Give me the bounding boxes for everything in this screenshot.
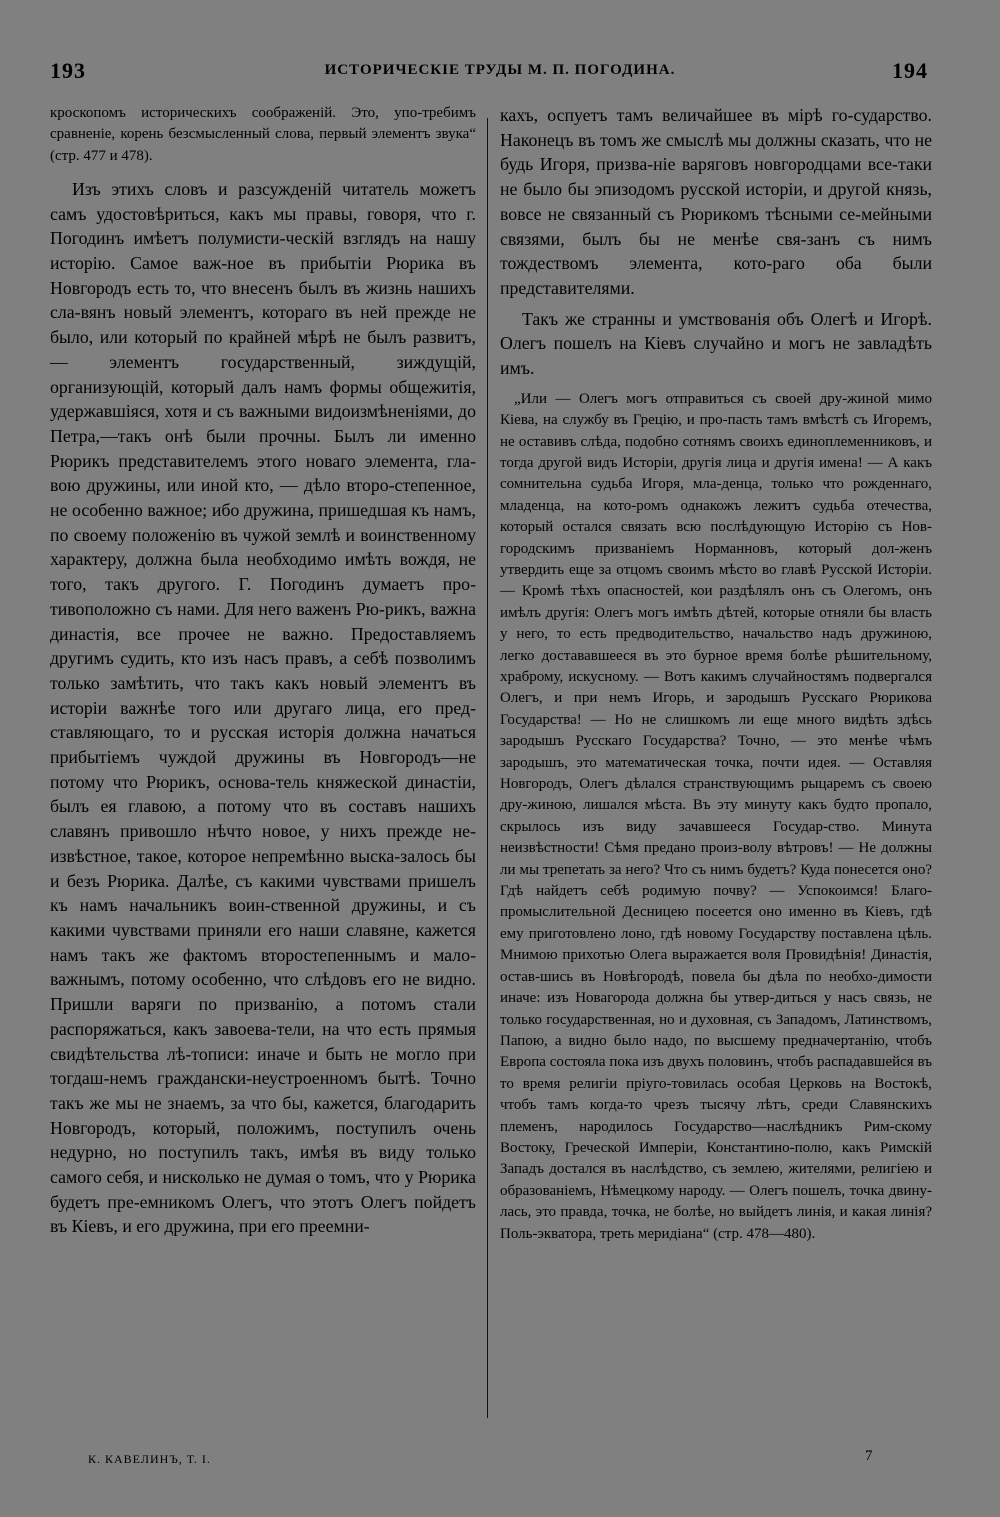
running-title: ИСТОРИЧЕСКІЕ ТРУДЫ М. П. ПОГОДИНА.	[324, 62, 676, 78]
paragraph: кроскопомъ историческихъ соображеній. Это, упо-требимъ сравненіе, корень безсмысленный слова, первый элементъ звука“ (стр. 477 и 478).	[50, 105, 476, 164]
left-column	[50, 103, 476, 1239]
paragraph: Такъ же странны и умствованія объ Олегѣ и Игорѣ. Олегъ пошелъ на Кіевъ случайно и могъ не завладѣть имъ.	[500, 308, 932, 379]
page-number-left: 193	[50, 58, 86, 83]
footer-signature: К. КАВЕЛИНЪ, Т. I.	[88, 1452, 211, 1466]
column-divider	[487, 118, 488, 1418]
signature-number: 7	[865, 1448, 873, 1464]
right-column	[500, 103, 932, 1245]
page-number-right: 194	[892, 58, 928, 83]
paragraph: кахъ, оспуетъ тамъ величайшее въ мірѣ го-сударство. Наконецъ въ томъ же смыслѣ мы должны сказать, что не будь Игоря, призва-ніе варяговъ новгородцами все-таки не было бы эпизодомъ русской исторіи, и другой князь, вовсе не связанный съ Рюрикомъ тѣсными се-мейными связями, былъ бы не менѣе свя-занъ съ нимъ тождествомъ элемента, кото-раго оба были представителями.	[500, 105, 932, 298]
paragraph: Изъ этихъ словъ и разсужденій читатель можетъ самъ удостовѣриться, какъ мы правы, говоря, что г. Погодинъ имѣетъ полумисти-ческій взглядъ на нашу исторію. Самое важ-ное въ прибытіи Рюрика въ Новгородъ есть то, что внесенъ былъ въ жизнь нашихъ сла-вянъ новый элементъ, котораго въ ней прежде не было, или который по крайней мѣрѣ не былъ развитъ, — элементъ государственный, зиждущій, организующій, который далъ намъ формы общежитія, удержавшіяся, хотя и съ важными видоизмѣненіями, до Петра,—такъ онѣ были прочны. Былъ ли именно Рюрикъ представителемъ этого новаго элемента, гла-вою дружины, или иной кто, — дѣло второ-степенное, не особенно важное; ибо дружина, пришедшая къ намъ, по своему положенію въ чужой землѣ и воинственному характеру, должна была необходимо имѣть вождя, не того, такъ другого. Г. Погодинъ думаетъ про-тивоположно съ нами. Для него важенъ Рю-рикъ, важна династія, все прочее не важно. Предоставляемъ другимъ судить, кто изъ насъ правъ, а себѣ позволимъ только замѣтить, что такъ какъ новый элементъ въ исторіи важнѣе того или другаго лица, его пред-ставляющаго, то и русская исторія должна начаться прибытіемъ чуждой дружины въ Новгородъ—не потому что Рюрикъ, основа-тель княжеской династіи, былъ ея главою, а потому что въ составъ нашихъ славянъ привошло нѣчто новое, у нихъ прежде не-извѣстное, такое, которое непремѣнно выска-залось бы и безъ Рюрика. Далѣе, съ какими чувствами пришелъ къ намъ начальникъ воин-ственной дружины, и съ какими чувствами приняли его наши славяне, кажется намъ такъ же фактомъ второстепеннымъ и мало-важнымъ, потому особенно, что слѣдовъ его не видно. Пришли варяги по призванію, а потомъ стали распоряжаться, какъ завоева-тели, на что есть прямыя свидѣтельства лѣ-тописи: иначе и быть не могло при тогдаш-немъ граждански-неустроенномъ бытѣ. Точно такъ же мы не знаемъ, за что бы, кажется, благодарить Новгородъ, который, положимъ, поступилъ очень недурно, но поступилъ такъ, имѣя въ виду только самого себя, и нисколько не думая о томъ, что у Рюрика будетъ пре-емникомъ Олегъ, что этотъ Олегъ пойдетъ въ Кіевъ, и его дружина, при его преемни-	[50, 178, 476, 1237]
block-quote: „Или — Олегъ могъ отправиться съ своей дру-жиной мимо Кіева, на службу въ Грецію, и про-пасть тамъ вмѣстѣ съ Игоремъ, не оставивъ слѣда, подобно сотнямъ своихъ единоплеменниковъ, и тогда другой видъ Исторіи, другія лица и другія имена! — А какъ сомнительна судьба Игоря, мла-денца, только что рожденнаго, младенца, на кото-ромъ однакожъ лежитъ судьба отечества, который остался связать всю послѣдующую Исторію съ Нов-городскимъ призваніемъ Норманновъ, который дол-женъ утвердить еще за отцомъ своимъ мѣсто во главѣ Русской Исторіи. — Кромѣ тѣхъ опасностей, кои раздѣлялъ онъ съ Олегомъ, онъ имѣлъ другія: Олегъ могъ имѣть дѣтей, которые отняли бы власть у него, то есть предводительство, начальство надъ дружиною, легко достававшееся въ это бурное время болѣе рѣшительному, храброму, искусному. — Вотъ какимъ случайностямъ подвергался Олегъ, и при немъ Игорь, и зародышъ Русскаго Рюрикова Государства! — Но не слишкомъ ли еще много видѣть здѣсь зародышъ Русскаго Государства? Точно, — это менѣе чѣмъ зародышъ, это математическая точка, почти идея. — Оставляя Новгородъ, Олегъ дѣлался странствующимъ рыцаремъ съ своею дру-жиною, лишался мѣста. Въ эту минуту какъ будто пропало, скрылось изъ виду зачавшееся Государ-ство. Минута неизвѣстности! Сѣмя предано произ-волу вѣтровъ! — Не должны ли мы трепетать за него? Что съ нимъ будетъ? Куда понесется оно? Гдѣ найдетъ себѣ родимую почву? — Успокоимся! Благо-промыслительной Десницею посеется оно именно въ Кіевъ, гдѣ ему приготовлено лоно, гдѣ новому Государству поставлена цѣль. Мнимою прихотью Олега выражается воля Провидѣнія! Династія, остав-шись въ Новѣгородѣ, повела бы дѣла по необхо-димости иначе: изъ Новагорода должна бы утвер-диться у насъ связь, не только государственная, но и духовная, съ Западомъ, Латинствомъ, Папою, а видно было надо, по высшему предначертанію, чтобъ Европа состояла пока изъ двухъ половинъ, чтобъ распадавшейся въ то время религіи пріуго-товилась особая Церковь на Востокѣ, чтобъ тамъ когда-то чрезъ тысячу лѣтъ, среди Славянскихъ племенъ, народилось Государство—наслѣдникъ Рим-скому Востоку, Греческой Имперіи, Константино-полю, какъ Римскій Западъ достался въ наслѣдство, съ землею, жителями, религіею и образованіемъ, Нѣмецкому народу. — Олегъ пошелъ, точка двину-лась, это правда, точка, не болѣе, но выйдетъ линія, и какая линія? Поль-экватора, треть меридіана“ (стр. 478—480).	[500, 390, 932, 1242]
